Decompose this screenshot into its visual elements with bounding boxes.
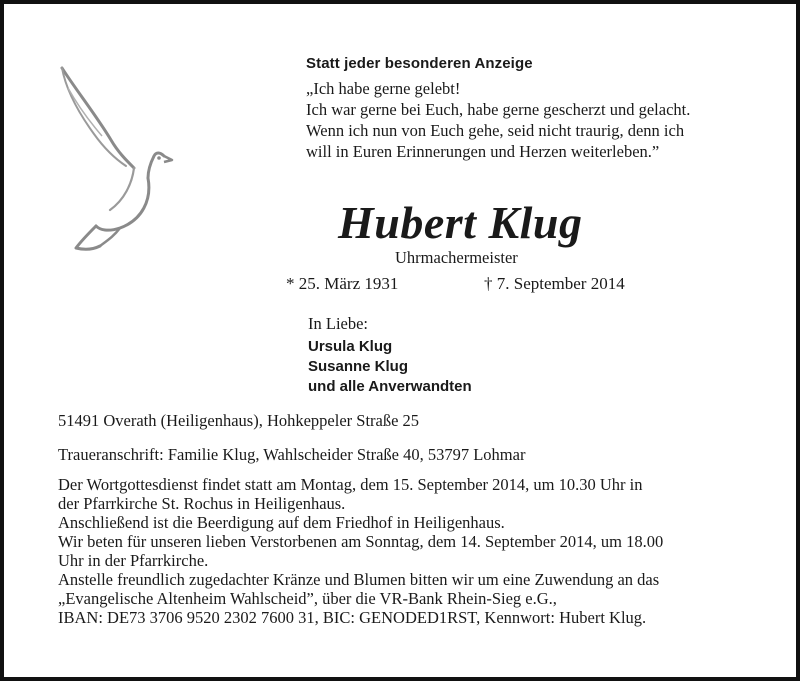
poem-line: Ich war gerne bei Euch, habe gerne gescherzt und gelacht. bbox=[306, 100, 691, 119]
service-notice bbox=[58, 475, 758, 627]
mourner: und alle Anverwandten bbox=[308, 378, 472, 395]
notice-line: Uhr in der Pfarrkirche. bbox=[58, 551, 209, 570]
poem-line: „Ich habe gerne gelebt! bbox=[306, 79, 461, 98]
notice-line: „Evangelische Altenheim Wahlscheid”, über die VR-Bank Rhein-Sieg e.G., bbox=[58, 589, 557, 608]
notice-line: IBAN: DE73 3706 9520 2302 7600 31, BIC: GENODED1RST, Kennwort: Hubert Klug. bbox=[58, 608, 647, 627]
poem-line: will in Euren Erinnerungen und Herzen weiterleben.” bbox=[306, 142, 660, 161]
mailing-address: Traueranschrift: Familie Klug, Wahlscheider Straße 40, 53797 Lohmar bbox=[58, 445, 526, 464]
notice-line: Anschließend ist die Beerdigung auf dem Friedhof in Heiligenhaus. bbox=[58, 513, 505, 532]
poem bbox=[306, 78, 776, 162]
mourners-list bbox=[308, 337, 472, 397]
birth-date: * 25. März 1931 bbox=[286, 274, 399, 293]
mourner: Susanne Klug bbox=[308, 358, 409, 375]
deceased-name: Hubert Klug bbox=[338, 197, 583, 248]
poem-line: Wenn ich nun von Euch gehe, seid nicht traurig, denn ich bbox=[306, 121, 685, 140]
notice-line: Anstelle freundlich zugedachter Kränze und Blumen bitten wir um eine Zuwendung an das bbox=[58, 570, 660, 589]
notice-line: Wir beten für unseren lieben Verstorbenen am Sonntag, dem 14. September 2014, um 18.00 bbox=[58, 532, 664, 551]
death-date: † 7. September 2014 bbox=[484, 274, 625, 293]
mourner: Ursula Klug bbox=[308, 338, 393, 355]
dove-icon bbox=[56, 60, 176, 260]
notice-line: der Pfarrkirche St. Rochus in Heiligenhaus. bbox=[58, 494, 346, 513]
in-love-label: In Liebe: bbox=[308, 314, 369, 333]
notice-heading: Statt jeder besonderen Anzeige bbox=[306, 55, 533, 72]
deceased-profession: Uhrmachermeister bbox=[395, 248, 518, 267]
residence-address: 51491 Overath (Heiligenhaus), Hohkeppeler Straße 25 bbox=[58, 411, 420, 430]
notice-line: Der Wortgottesdienst findet statt am Montag, dem 15. September 2014, um 10.30 Uhr in bbox=[58, 475, 643, 494]
